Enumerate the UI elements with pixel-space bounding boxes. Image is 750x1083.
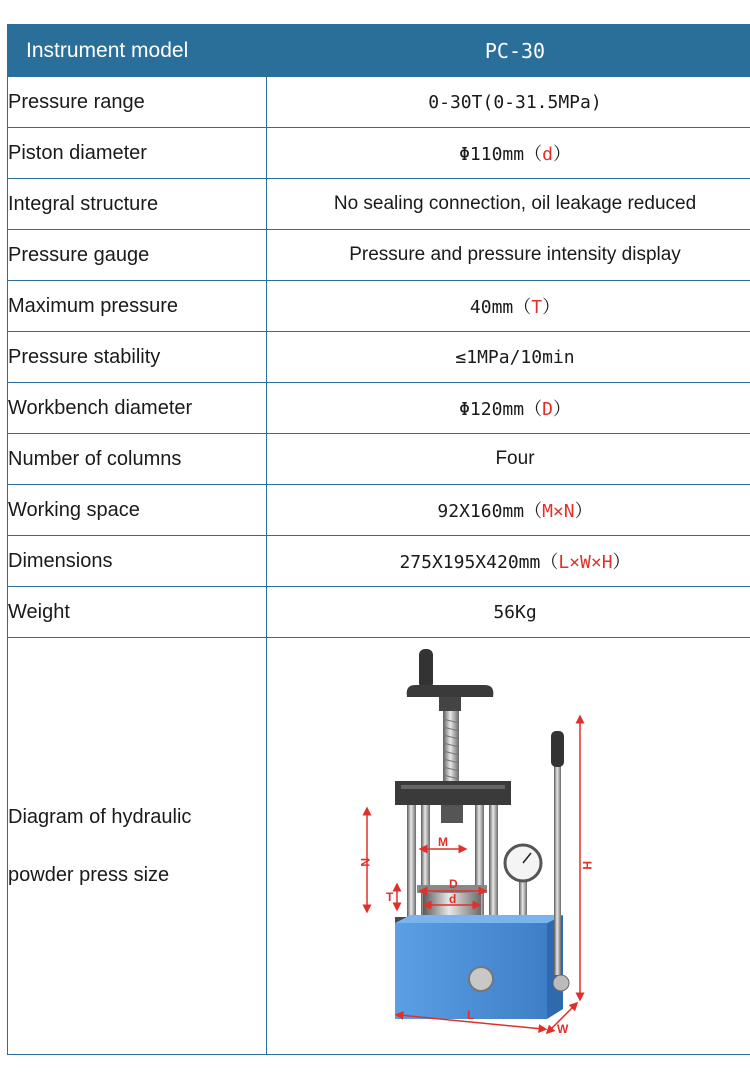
diagram-label-line2: powder press size [8, 864, 170, 886]
table-row [8, 587, 750, 638]
row-value: ≤1MPa/10min [267, 332, 750, 383]
pump-handle-grip [551, 731, 564, 767]
paren-close: ） [552, 399, 571, 420]
table-row [8, 485, 750, 536]
base-top [395, 915, 563, 923]
dimension-code: D [542, 399, 553, 420]
wheel-handle [419, 649, 433, 689]
row-label: Working space [8, 485, 267, 536]
row-label: Maximum pressure [8, 281, 267, 332]
row-value: No sealing connection, oil leakage reduced [267, 179, 750, 230]
row-label: Number of columns [8, 434, 267, 485]
table-row [8, 230, 750, 281]
dim-label-D: D [449, 877, 458, 891]
hand-wheel [407, 685, 494, 697]
row-value-cell [267, 281, 750, 332]
column [407, 805, 416, 925]
diagram-cell [267, 638, 750, 1055]
table-row [8, 383, 750, 434]
diagram-row [8, 638, 750, 1055]
row-label: Pressure stability [8, 332, 267, 383]
paren-close: ） [542, 297, 561, 318]
row-label: Pressure gauge [8, 230, 267, 281]
dimension-code: M×N [542, 501, 575, 522]
table-row [8, 77, 750, 128]
release-valve-icon [469, 967, 493, 991]
upper-ram [441, 805, 463, 823]
dimension-code: T [531, 297, 543, 318]
paren-open: （ [524, 501, 543, 522]
dim-label-m: M [438, 835, 448, 849]
dim-label-t: T [386, 890, 394, 904]
paren-open: （ [540, 552, 559, 573]
dim-label-h: H [580, 861, 594, 870]
paren-open: （ [524, 399, 543, 420]
table-row [8, 536, 750, 587]
pump-handle-rod [554, 735, 561, 975]
top-plate [395, 781, 511, 805]
row-value: 40mm [469, 297, 514, 318]
paren-close: ） [552, 144, 571, 165]
header-label: Instrument model [8, 25, 267, 77]
row-value: Φ120mm [459, 399, 525, 420]
wheel-hub [439, 697, 461, 711]
row-value: 56Kg [267, 587, 750, 638]
row-value: Φ110mm [459, 144, 525, 165]
dimension-code: L×W×H [558, 552, 613, 573]
spec-table [7, 24, 750, 1055]
row-label: Piston diameter [8, 128, 267, 179]
diagram-label-line1: Diagram of hydraulic [8, 806, 192, 828]
row-value-cell [267, 536, 750, 587]
hydraulic-press-diagram [267, 639, 750, 1053]
row-value: Pressure and pressure intensity display [267, 230, 750, 281]
dim-label-w: W [557, 1022, 569, 1036]
diagram-label [8, 638, 267, 1055]
screw-rod [443, 711, 459, 783]
header-row [8, 25, 750, 77]
pump-pivot [553, 975, 569, 991]
top-plate-highlight [401, 785, 505, 789]
row-value-cell [267, 383, 750, 434]
table-row [8, 332, 750, 383]
table-row [8, 179, 750, 230]
dim-label-d: d [449, 892, 457, 906]
row-label: Pressure range [8, 77, 267, 128]
row-value: Four [267, 434, 750, 485]
row-label: Weight [8, 587, 267, 638]
row-value: 0-30T(0-31.5MPa) [267, 77, 750, 128]
row-label: Workbench diameter [8, 383, 267, 434]
column [489, 805, 498, 925]
paren-open: （ [513, 297, 532, 318]
table-row [8, 281, 750, 332]
row-value: 92X160mm [437, 501, 525, 522]
row-value: 275X195X420mm [399, 552, 541, 573]
paren-close: ） [574, 501, 593, 522]
paren-close: ） [612, 552, 631, 573]
dimension-code: d [542, 144, 553, 165]
row-label: Integral structure [8, 179, 267, 230]
table-row [8, 128, 750, 179]
header-value: PC-30 [267, 25, 750, 77]
table-row [8, 434, 750, 485]
row-value-cell [267, 128, 750, 179]
dim-label-n: N [358, 858, 372, 867]
row-label: Dimensions [8, 536, 267, 587]
paren-open: （ [524, 144, 543, 165]
dim-label-l: L [467, 1008, 475, 1022]
row-value-cell [267, 485, 750, 536]
